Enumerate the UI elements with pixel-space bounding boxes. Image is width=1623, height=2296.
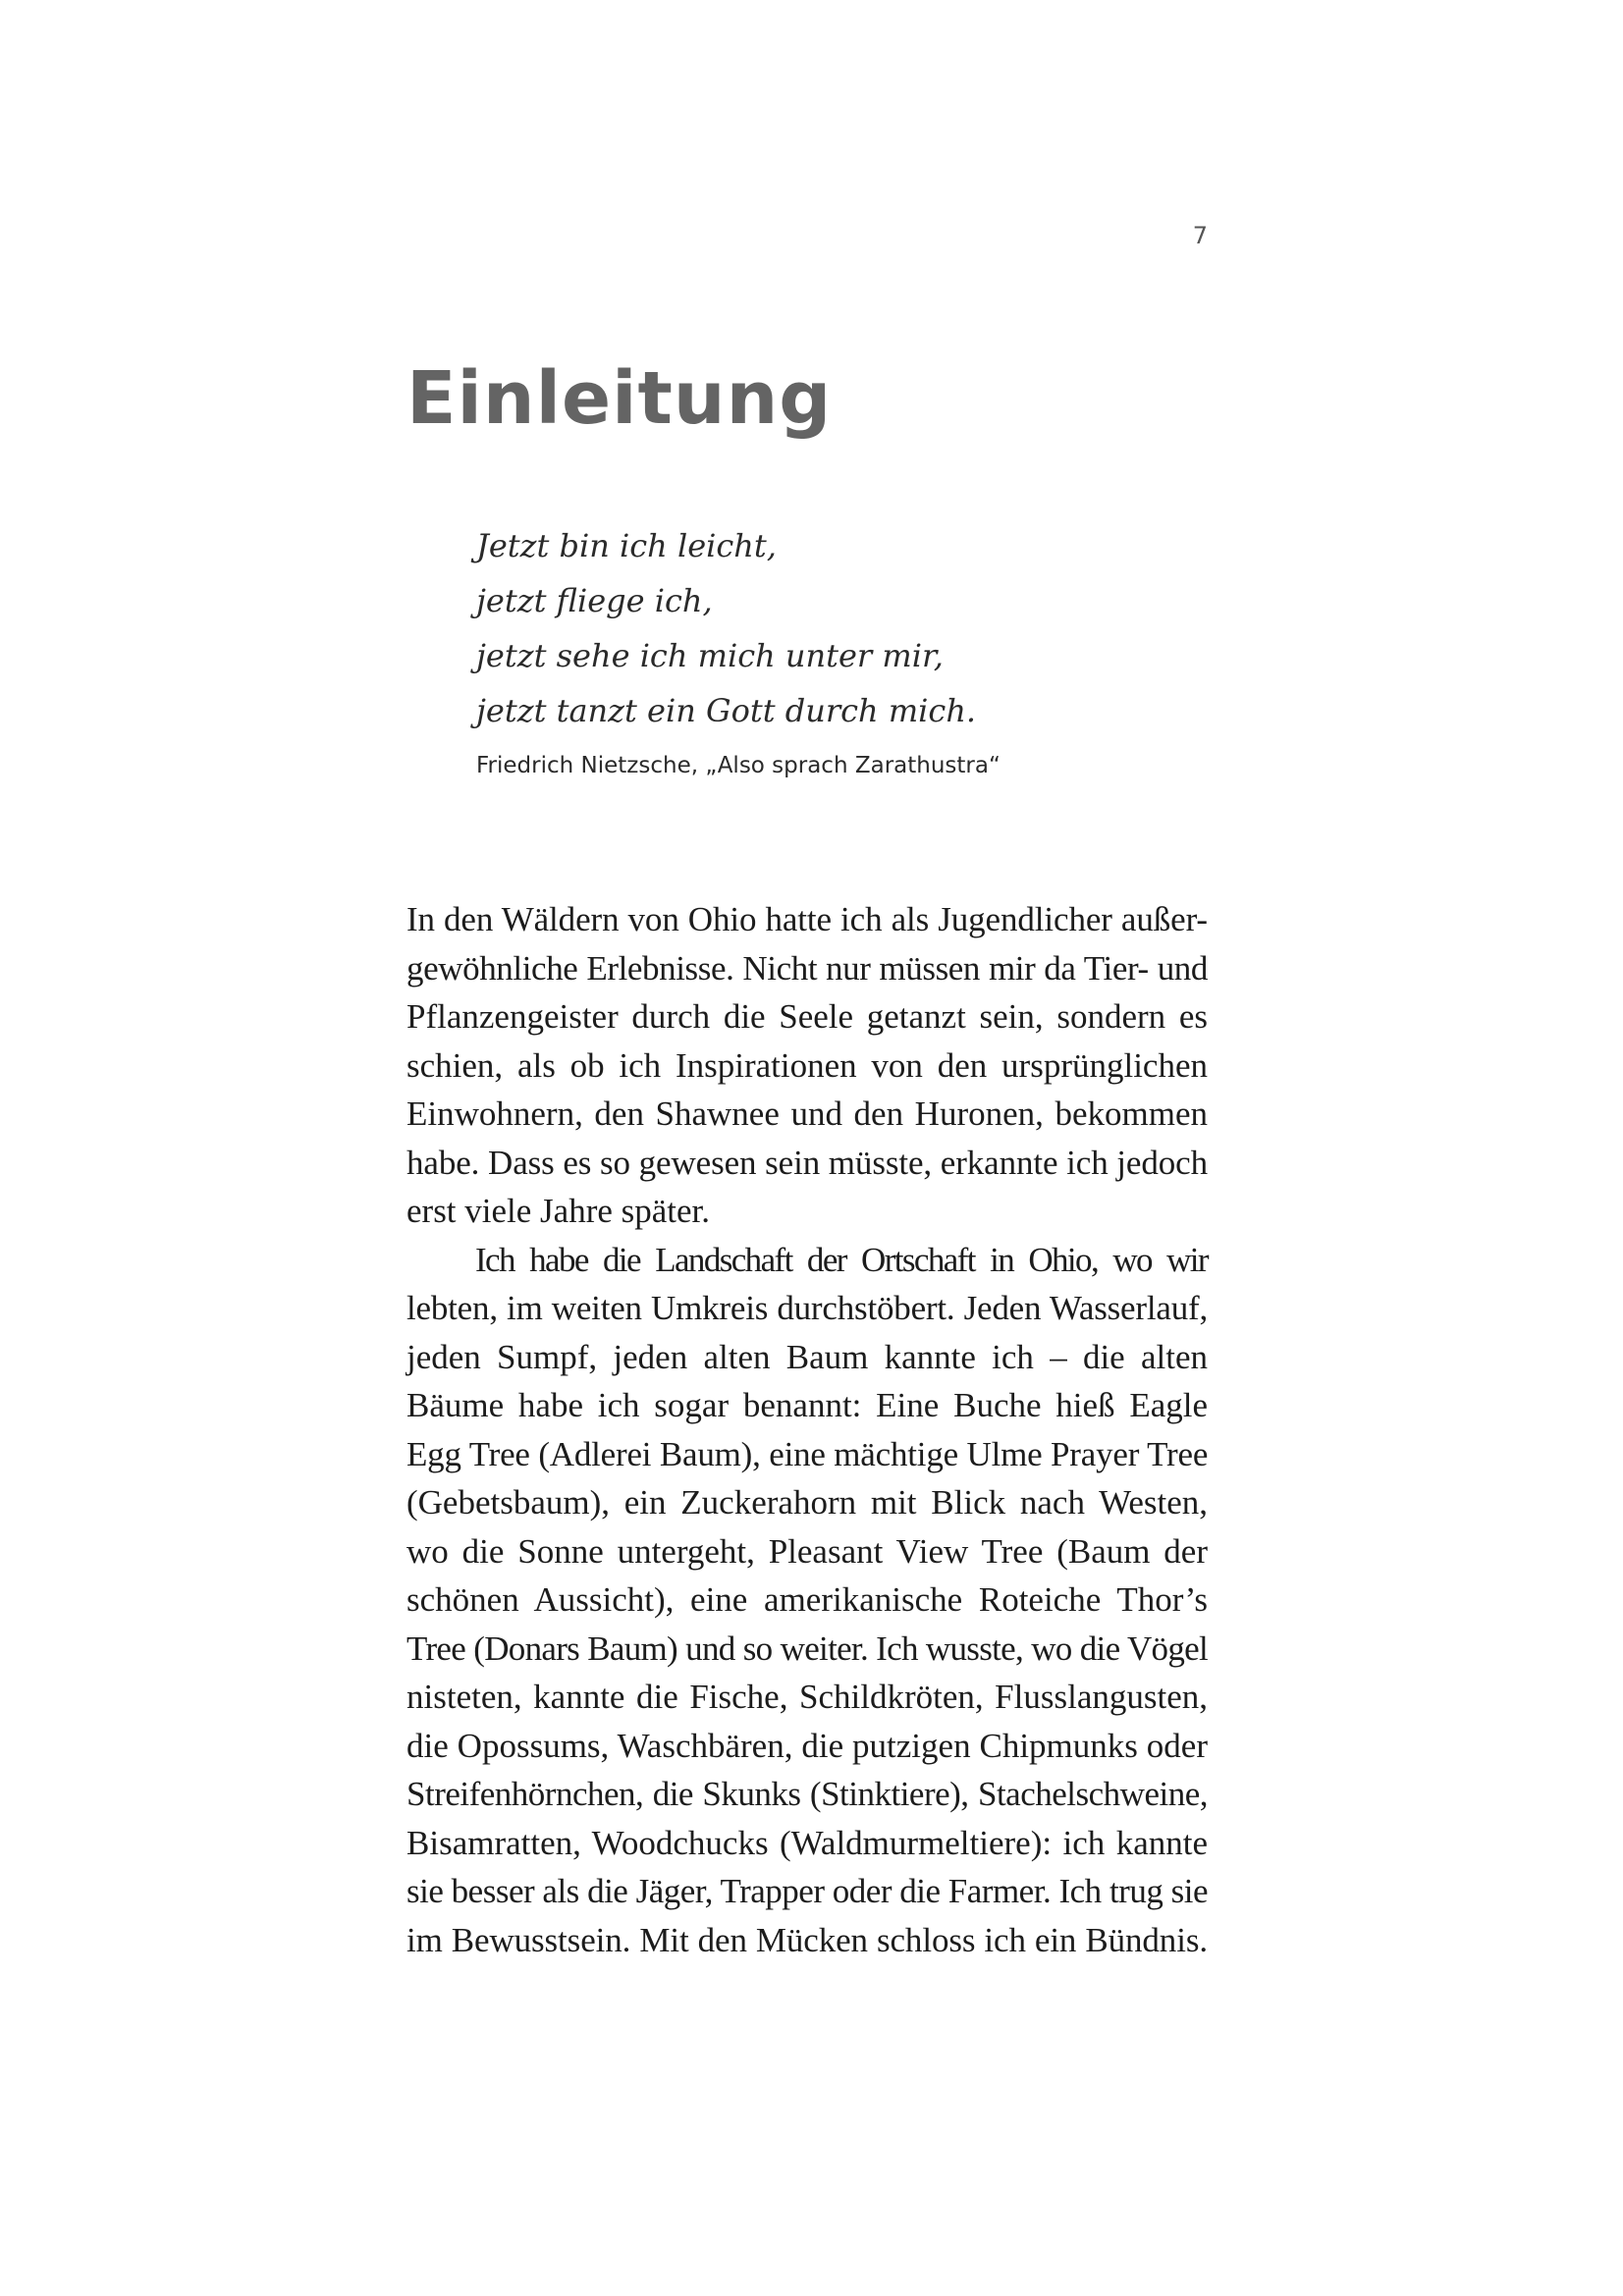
paragraph: [406, 1236, 1208, 1965]
epigraph-line: Jetzt bin ich leicht,: [476, 527, 777, 564]
text-line: wo die Sonne untergeht, Pleasant View Tree (Baum der: [406, 1531, 1208, 1571]
text-line: gewöhnliche Erlebnisse. Nicht nur müssen mir da Tier- und: [406, 948, 1208, 988]
text-line: (Gebetsbaum), ein Zuckerahorn mit Blick nach Westen,: [406, 1483, 1208, 1522]
text-line: Streifenhörnchen, die Skunks (Stinktiere), Stachelschweine,: [406, 1775, 1208, 1813]
text-line: Egg Tree (Adlerei Baum), eine mächtige Ulme Prayer Tree: [406, 1434, 1209, 1473]
epigraph-line: jetzt sehe ich mich unter mir,: [476, 637, 944, 674]
chapter-title: Einleitung: [406, 356, 833, 441]
text-line: lebten, im weiten Umkreis durchstöbert. Jeden Wasserlauf,: [406, 1289, 1208, 1327]
text-line: die Opossums, Waschbären, die putzigen Chipmunks oder: [406, 1726, 1208, 1765]
text-line: im Bewusstsein. Mit den Mücken schloss ich ein Bündnis.: [406, 1920, 1208, 1959]
text-line: Ich habe die Landschaft der Ortschaft in Ohio, wo wir: [475, 1240, 1208, 1279]
text-line: erst viele Jahre später.: [406, 1192, 711, 1230]
text-line: sie besser als die Jäger, Trapper oder die Farmer. Ich trug sie: [406, 1872, 1208, 1910]
page-number: 7: [1192, 222, 1208, 249]
epigraph-line: jetzt fliege ich,: [476, 582, 713, 619]
epigraph-line: jetzt tanzt ein Gott durch mich.: [476, 692, 977, 729]
text-line: Pflanzengeister durch die Seele getanzt sein, sondern es: [406, 997, 1208, 1036]
paragraph: [406, 895, 1208, 1236]
text-line: Bäume habe ich sogar benannt: Eine Buche hieß Eagle: [406, 1386, 1208, 1424]
text-line: habe. Dass es so gewesen sein müsste, erkannte ich jedoch: [406, 1143, 1208, 1182]
epigraph-source: Friedrich Nietzsche, „Also sprach Zarathustra“: [476, 753, 1001, 778]
text-line: jeden Sumpf, jeden alten Baum kannte ich – die alten: [406, 1337, 1208, 1376]
text-line: Einwohnern, den Shawnee und den Huronen, bekommen: [406, 1095, 1208, 1133]
text-line: schien, als ob ich Inspirationen von den ursprünglichen: [406, 1045, 1208, 1085]
text-line: Tree (Donars Baum) und so weiter. Ich wusste, wo die Vögel: [406, 1629, 1208, 1668]
text-line: In den Wäldern von Ohio hatte ich als Jugendlicher außer-: [406, 900, 1208, 938]
text-line: nisteten, kannte die Fische, Schildkröten, Flusslangusten,: [406, 1678, 1208, 1716]
text-line: schönen Aussicht), eine amerikanische Roteiche Thor’s: [406, 1580, 1208, 1619]
body-text: [406, 895, 1208, 1964]
epigraph: [476, 518, 1222, 783]
text-line: Bisamratten, Woodchucks (Waldmurmeltiere): ich kannte: [406, 1823, 1208, 1862]
